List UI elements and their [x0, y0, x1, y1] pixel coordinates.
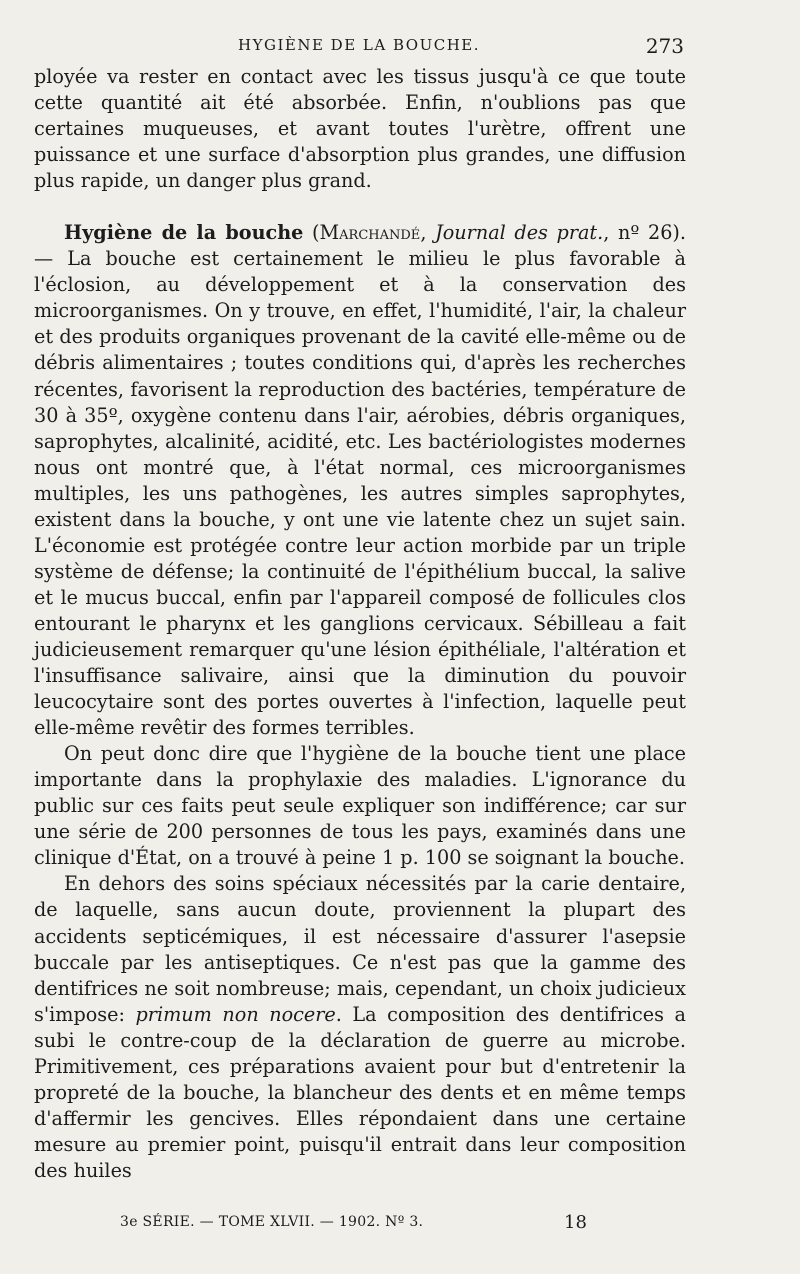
paragraph-text-after: . La composition des dentifrices a subi le contre-coup de la déclaration de guerre au microbe. Primitivement, ces préparations avaient pour but d'entretenir la propreté de la bouche, la blancheur des dents et en même temps d'affermir les gencives. Elles répondaient dans une certaine mesure au premier point, puisqu'il entrait dans leur composition des huiles: [34, 1002, 686, 1182]
signature-mark: 3e SÉRIE. — TOME XLVII. — 1902. Nº 3.: [120, 1214, 424, 1230]
section-heading: Hygiène de la bouche: [64, 221, 304, 245]
paragraph-text: On peut donc dire que l'hygiène de la bouche tient une place importante dans la prophylaxie des maladies. L'ignorance du public sur ces faits peut seule expliquer son indifférence; car sur une série de 200 personnes de tous les pays, examinés dans une clinique d'État, on a trouvé à peine 1 p. 100 se soignant la bouche.: [34, 742, 686, 870]
paragraph-continuation: [34, 64, 686, 194]
citation-separator: ,: [420, 221, 436, 245]
page-header: [34, 34, 684, 60]
citation-author: Marchandé: [319, 221, 421, 245]
paragraph-prophylaxis: [34, 741, 686, 871]
paragraph-text: La bouche est certainement le milieu le plus favorable à l'éclosion, au développement et à la conservation des microorganismes. On y trouve, en effet, l'humidité, l'air, la chaleur et des produits organiques provenant de la cavité elle-même ou de débris alimentaires ; toutes conditions qui, d'après les recherches récentes, favorisent la reproduction des bactéries, température de 30 à 35º, oxygène contenu dans l'air, aérobies, débris organiques, saprophytes, alcalinité, acidité, etc. Les bactériologistes modernes nous ont montré que, à l'état normal, ces microorganismes multiples, les uns pathogènes, les autres simples saprophytes, existent dans la bouche, y ont une vie latente chez un sujet sain. L'économie est protégée contre leur action morbide par un triple système de défense; la continuité de l'épithélium buccal, la salive et le mucus buccal, enfin par l'appareil composé de follicules clos entourant le pharynx et les ganglions cervicaux. Sébilleau a fait judicieusement remarquer qu'une lésion épithéliale, l'altération et l'insuffisance salivaire, ainsi que la diminution du pouvoir leucocytaire sont des portes ouvertes à l'infection, laquelle peut elle-même revêtir des formes terribles.: [34, 247, 686, 740]
page-footer: [120, 1214, 680, 1240]
latin-phrase: primum non nocere: [135, 1002, 336, 1026]
citation-open: (: [303, 221, 320, 245]
running-title: HYGIÈNE DE LA BOUCHE.: [237, 36, 480, 54]
paragraph-text: ployée va rester en contact avec les tissus jusqu'à ce que toute cette quantité ait été absorbée. Enfin, n'oublions pas que certaines muqueuses, et avant toutes l'urètre, offrent une puissance et une surface d'absorption plus grandes, une diffusion plus rapide, un danger plus grand.: [34, 65, 686, 193]
body-text: [34, 64, 686, 1184]
paragraph-dentifrices: [34, 871, 686, 1184]
citation-close: , nº 26). —: [34, 221, 687, 271]
paragraph-text-before: En dehors des soins spéciaux nécessités par la carie dentaire, de laquelle, sans aucun doute, proviennent la plupart des accidents septicémiques, il est nécessaire d'assurer l'asepsie buccale par les antiseptiques. Ce n'est pas que la gamme des dentifrices ne soit nombreuse; mais, cependant, un choix judicieux s'impose:: [34, 872, 686, 1026]
signature-number: 18: [564, 1212, 587, 1233]
paragraph-hygiene-section: [34, 220, 686, 741]
page-number: 273: [645, 34, 684, 58]
citation-journal: Journal des prat.: [435, 221, 604, 245]
